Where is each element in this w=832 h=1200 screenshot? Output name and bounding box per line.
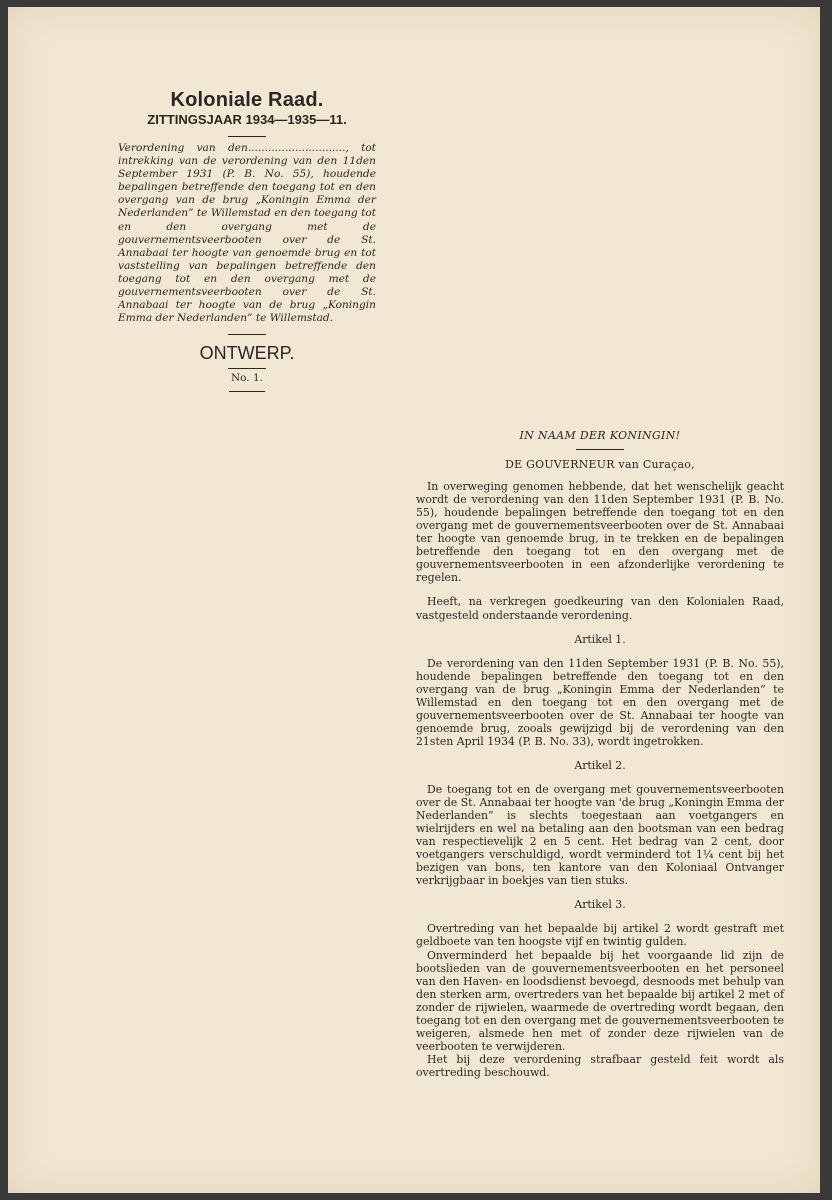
article-1-paragraph: De verordening van den 11den September 1931 (P. B. No. 55), houdende bepalingen betreffende den toegang tot en den overgang van de brug „Koningin Emma der Nederlanden” te Willemstad en den toegang tot en den overgang met de gouvernementsveerbooten over de St. Annabaai ter hoogte van genoemde brug, zooals gewijzigd bij de verordening van den 21sten April 1934 (P. B. No. 33), wordt ingetrokken. — [416, 656, 784, 748]
divider — [229, 391, 265, 392]
divider — [228, 334, 266, 335]
divider — [576, 449, 624, 450]
draft-label: ONTWERP. — [199, 343, 295, 364]
article-2-heading: Artikel 2. — [574, 758, 626, 772]
article-3-paragraph-2: Onverminderd het bepaalde bij het voorgaande lid zijn de bootslieden van de gouvernementsveerbooten en het personeel van den Haven- en loodsdienst bevoegd, desnoods met behulp van den sterken arm, overtreders van het bepaalde bij artikel 2 met of zonder de rijwielen, waarmede de overtreding wordt begaan, den toegang tot en den overgang met de gouvernementsveerbooten te weigeren, alsmede hen met of zonder deze rijwielen van de veerbooten te verwijderen. — [416, 948, 784, 1053]
divider — [228, 368, 266, 369]
divider — [228, 136, 266, 137]
session-year: ZITTINGSJAAR 1934—1935—11. — [147, 112, 347, 127]
invocation: IN NAAM DER KONINGIN! — [519, 429, 681, 442]
document-number: No. 1. — [230, 372, 264, 385]
document-page — [8, 7, 820, 1193]
article-3-paragraph-1: Overtreding van het bepaalde bij artikel 2 wordt gestraft met geldboete van ten hoogste vijf en twintig gulden. — [416, 922, 784, 949]
article-1-heading: Artikel 1. — [574, 632, 626, 646]
council-title: Koloniale Raad. — [170, 89, 324, 111]
article-2-paragraph: De toegang tot en de overgang met gouvernementsveerbooten over de St. Annabaai ter hoogte van 'de brug „Koningin Emma der Nederlanden” is slechts toegestaan aan voetgangers en wielrijders en wel na betaling aan den bootsman van een bedrag van respectievelijk 2 en 5 cent. Het bedrag van 2 cent, door voetgangers verschuldigd, wordt verminderd tot 1¼ cent bij het bezigen van bons, ten kantore van den Koloniaal Ontvanger verkrijgbaar in boekjes van tien stuks. — [416, 782, 784, 888]
ordinance-body — [416, 429, 784, 1079]
article-3-heading: Artikel 3. — [574, 898, 626, 912]
governor-line: DE GOUVERNEUR van Curaçao, — [505, 458, 695, 472]
preamble: In overweging genomen hebbende, dat het wenschelijk geacht wordt de verordening van den 11den September 1931 (P. B. No. 55), houdende bepalingen betreffende den toegang tot en den overgang met de gouvernementsveerbooten over de St. Annabaai ter hoogte van genoemde brug, in te trekken en de bepalingen betreffende den toegang tot en den overgang met de gouvernementsveerbooten in een afzonderlijke verordening te regelen. — [416, 480, 784, 585]
ordinance-description: Verordening van den............................., tot intrekking van de verordening van den 11den September 1931 (P. B. No. 55), houdende bepalingen betreffende den toegang tot en den overgang van de brug „Koningin Emma der Nederlanden” te Willemstad en den toegang tot en den overgang met de gouvernementsveerbooten over de St. Annabaai ter hoogte van genoemde brug en tot vaststelling van bepalingen betreffende den toegang tot en den overgang met de gouvernementsveerbooten over de St. Annabaai ter hoogte van de brug „Koningin Emma der Nederlanden” te Willemstad. — [118, 142, 376, 325]
header-block — [118, 89, 376, 398]
article-3-paragraph-3: Het bij deze verordening strafbaar gesteld feit wordt als overtreding beschouwd. — [416, 1052, 784, 1079]
enactment-clause: Heeft, na verkregen goedkeuring van den Kolonialen Raad, vastgesteld onderstaande verordening. — [416, 595, 784, 622]
